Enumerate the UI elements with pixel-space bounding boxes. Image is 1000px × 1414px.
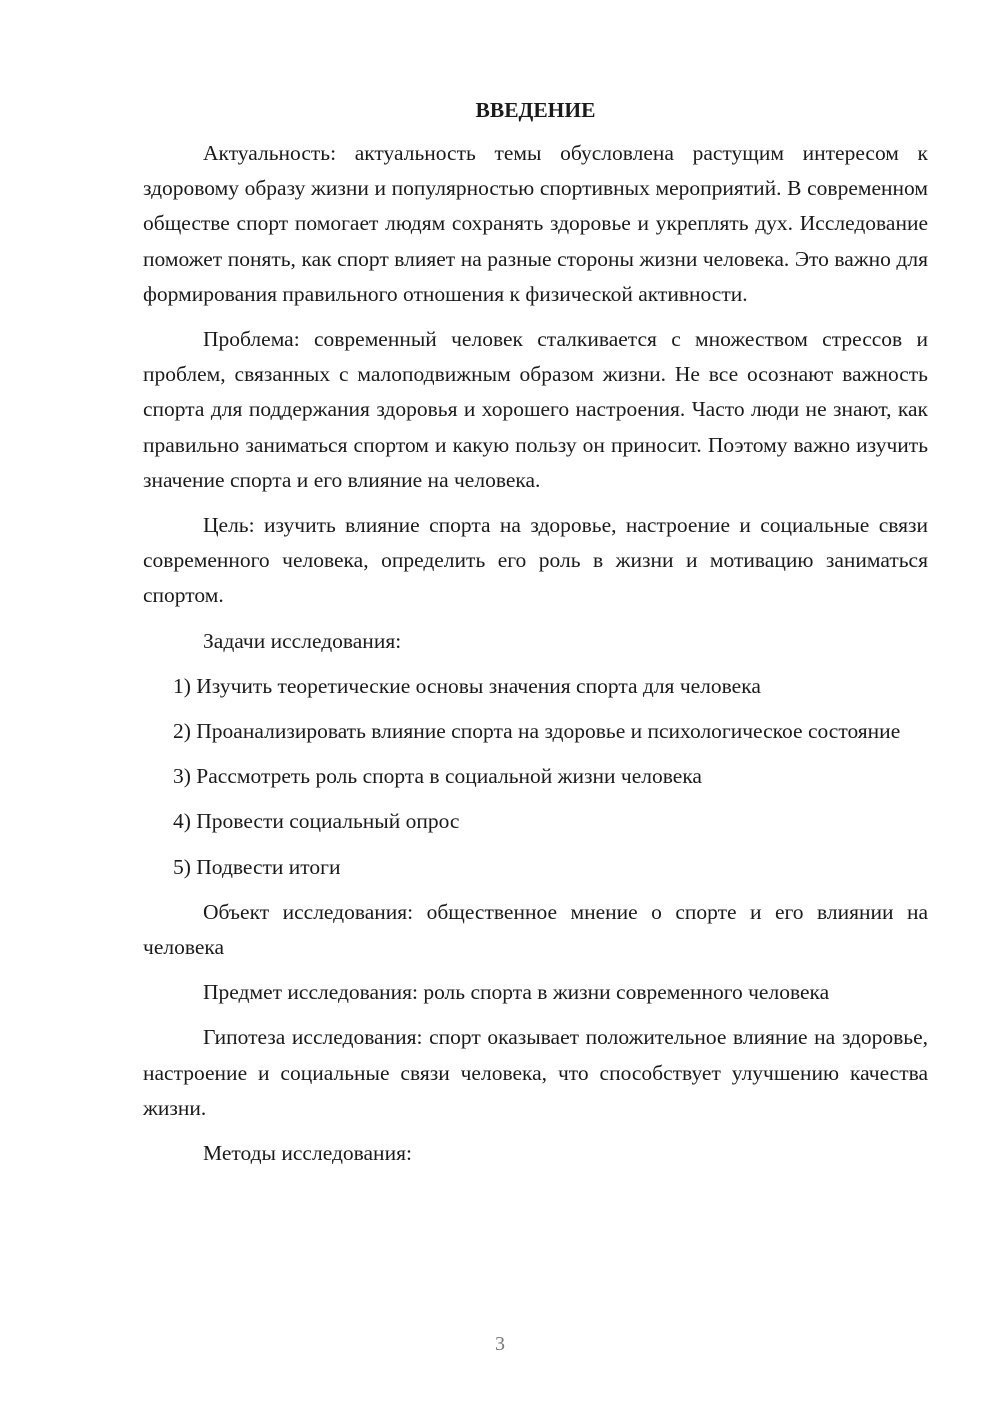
paragraph-hypothesis: Гипотеза исследования: спорт оказывает положительное влияние на здоровье, настроение и социальные связи человека, что способствует улучшению качества жизни. — [143, 1025, 928, 1120]
paragraph-problem: Проблема: современный человек сталкивается с множеством стрессов и проблем, связанных с малоподвижным образом жизни. Не все осознают важность спорта для поддержания здоровья и хорошего настроения. Часто люди не знают, как правильно заниматься спортом и какую пользу он приносит. Поэтому важно изучить значение спорта и его влияние на человека. — [143, 327, 928, 492]
paragraph-methods: Методы исследования: — [203, 1141, 412, 1166]
paragraph-subject: Предмет исследования: роль спорта в жизни современного человека — [203, 980, 830, 1005]
paragraph-object: Объект исследования: общественное мнение о спорте и его влиянии на человека — [143, 899, 928, 960]
paragraph-goal: Цель: изучить влияние спорта на здоровье, настроение и социальные связи современного человека, определить его роль в жизни и мотивацию заниматься спортом. — [143, 513, 928, 608]
paragraph-relevance: Актуальность: актуальность темы обусловлена растущим интересом к здоровому образу жизни и популярностью спортивных мероприятий. В современном обществе спорт помогает людям сохранять здоровье и укреплять дух. Исследование поможет понять, как спорт влияет на разные стороны жизни человека. Это важно для формирования правильного отношения к физической активности. — [143, 141, 928, 306]
document-page — [143, 93, 928, 1181]
section-title: ВВЕДЕНИЕ — [475, 98, 596, 122]
task-item-4: 4) Провести социальный опрос — [173, 809, 460, 834]
task-item-3: 3) Рассмотреть роль спорта в социальной жизни человека — [173, 764, 702, 789]
paragraph-tasks-heading: Задачи исследования: — [203, 628, 402, 653]
page-number: 3 — [495, 1333, 505, 1355]
task-item-2: 2) Проанализировать влияние спорта на здоровье и психологическое состояние — [173, 719, 901, 744]
task-item-5: 5) Подвести итоги — [173, 854, 341, 879]
task-item-1: 1) Изучить теоретические основы значения спорта для человека — [173, 673, 761, 698]
